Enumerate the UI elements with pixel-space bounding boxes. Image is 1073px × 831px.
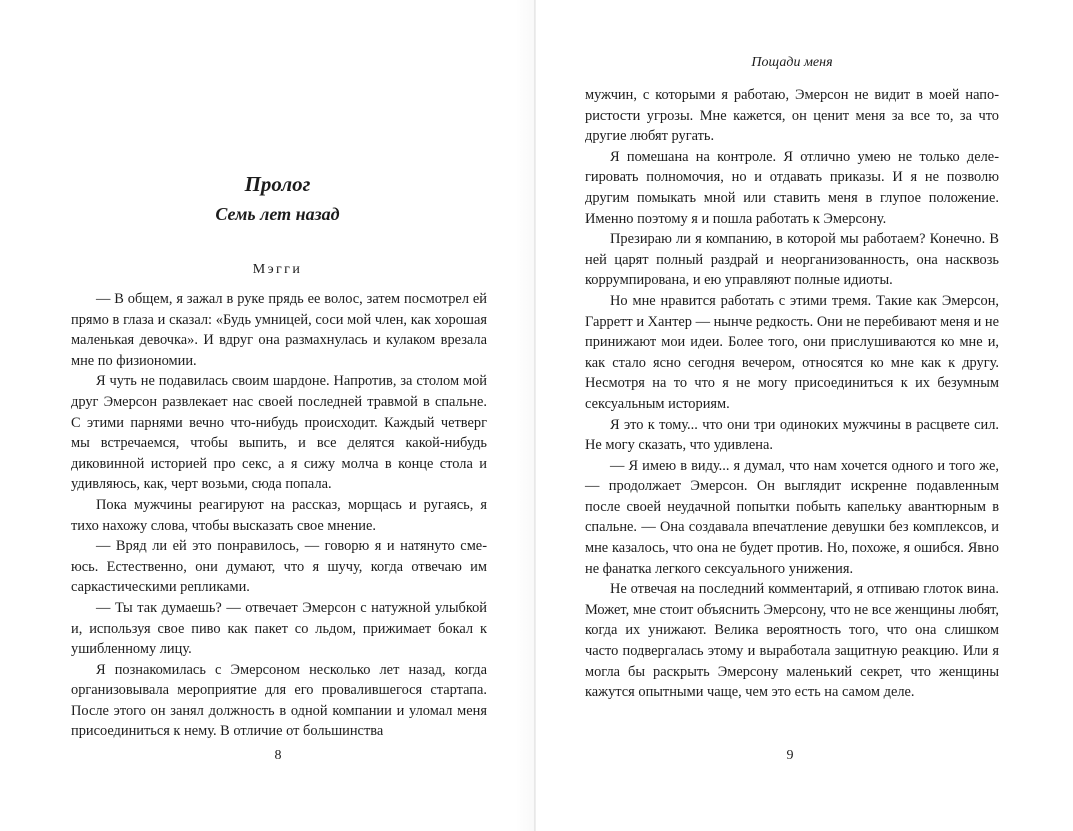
paragraph: — Я имею в виду... я думал, что нам хочется одного и того же, — продолжает Эмерсон. Он выглядит искренне подавленным после своей неудачной попытки побыть капельку авантюрным в спальне. — Она создавала впечатление девушки без комплексов, и мне казалось, что она не будет против. Но, похоже, я ошибся. Явно не фанатка легкого сексуального унижения.: [585, 457, 999, 577]
paragraph: — Вряд ли ей это понравилось, — говорю я и натянуто смеюсь. Естественно, они думают, что я шучу, когда отвечаю им саркастическими репликами.: [71, 538, 487, 596]
paragraph: Я помешана на контроле. Я отлично умею не только делегировать полномочия, но и отдавать приказы. И я не позволю другим помыкать мной или ставить меня в глупое положение. Именно поэтому я и пошла работать к Эмерсону.: [585, 148, 999, 227]
paragraph: Я чуть не подавилась своим шардоне. Напротив, за столом мой друг Эмерсон развлекает нас своей последней травмой в спальне. С этими парнями вечно что-нибудь происходит. Каждый четверг мы встречаемся, чтобы выпить, и все делятся какой-нибудь диковинной историей про секс, а я сижу молча в конце стола и удивляюсь, как, черт возьми, сюда попала.: [71, 373, 487, 493]
paragraph: Я это к тому... что они три одиноких мужчины в расцвете сил. Не могу сказать, что удивлена.: [585, 416, 999, 454]
paragraph-continuation: мужчин, с которыми я работаю, Эмерсон не видит в моей напористости угрозы. Мне кажется, он ценит меня за все то, за что другие любят ругать.: [585, 87, 999, 145]
paragraph: Пока мужчины реагируют на рассказ, морщась и ругаясь, я тихо нахожу слова, чтобы высказать свое мнение.: [71, 496, 487, 534]
page-number-right: 9: [786, 748, 794, 763]
gutter-shadow: [515, 0, 534, 831]
running-head: Пощади меня: [751, 55, 833, 70]
paragraph: Я познакомилась с Эмерсоном несколько лет назад, когда организовывала мероприятие для его провалившегося стартапа. После этого он занял должность в одной компании и уломал меня присоединиться к нему. В отличие от большинства: [71, 661, 487, 740]
page-number-left: 8: [274, 748, 282, 763]
paragraph: — Ты так думаешь? — отвечает Эмерсон с натужной улыбкой и, используя свое пиво как пакет со льдом, прижимает бокал к ушибленному лицу.: [71, 599, 487, 658]
pov-character-label: Мэгги: [252, 262, 303, 277]
paragraph: Не отвечая на последний комментарий, я отпиваю глоток вина. Может, мне стоит объяснить Эмерсону, что не все женщины любят, когда их унижают. Велика вероятность того, что она слишком часто подвергалась этому и выработала защитную реакцию. Или я могла бы раскрыть Эмерсону маленький секрет, что женщины кажутся опытными чаще, чем это есть на самом деле.: [585, 581, 999, 701]
left-page: [0, 0, 535, 831]
chapter-subtitle: Семь лет назад: [215, 204, 340, 224]
paragraph: — В общем, я зажал в руке прядь ее волос, затем посмотрел ей прямо в глаза и сказал: «Будь умницей, соси мой член, как хорошая маленькая девочка». И вдруг она размахнулась и кулаком врезала мне по физиономии.: [71, 291, 487, 369]
right-page-body: [585, 85, 999, 703]
paragraph: Но мне нравится работать с этими тремя. Такие как Эмерсон, Гарретт и Хантер — нынче редкость. Они не перебивают меня и не принижают мои идеи. Более того, они прислушиваются ко мне и, как стало ясно сегодня вечером, относятся ко мне как к другу. Несмотря на то что я не могу присоединиться к их безумным сексуальным историям.: [585, 292, 999, 412]
chapter-title: Пролог: [244, 172, 311, 196]
left-page-body: [71, 289, 487, 742]
paragraph: Презираю ли я компанию, в которой мы работаем? Конечно. В ней царят полный раздрай и неорганизованность, она насквозь коррумпирована, и ею управляют полные идиоты.: [585, 231, 999, 289]
